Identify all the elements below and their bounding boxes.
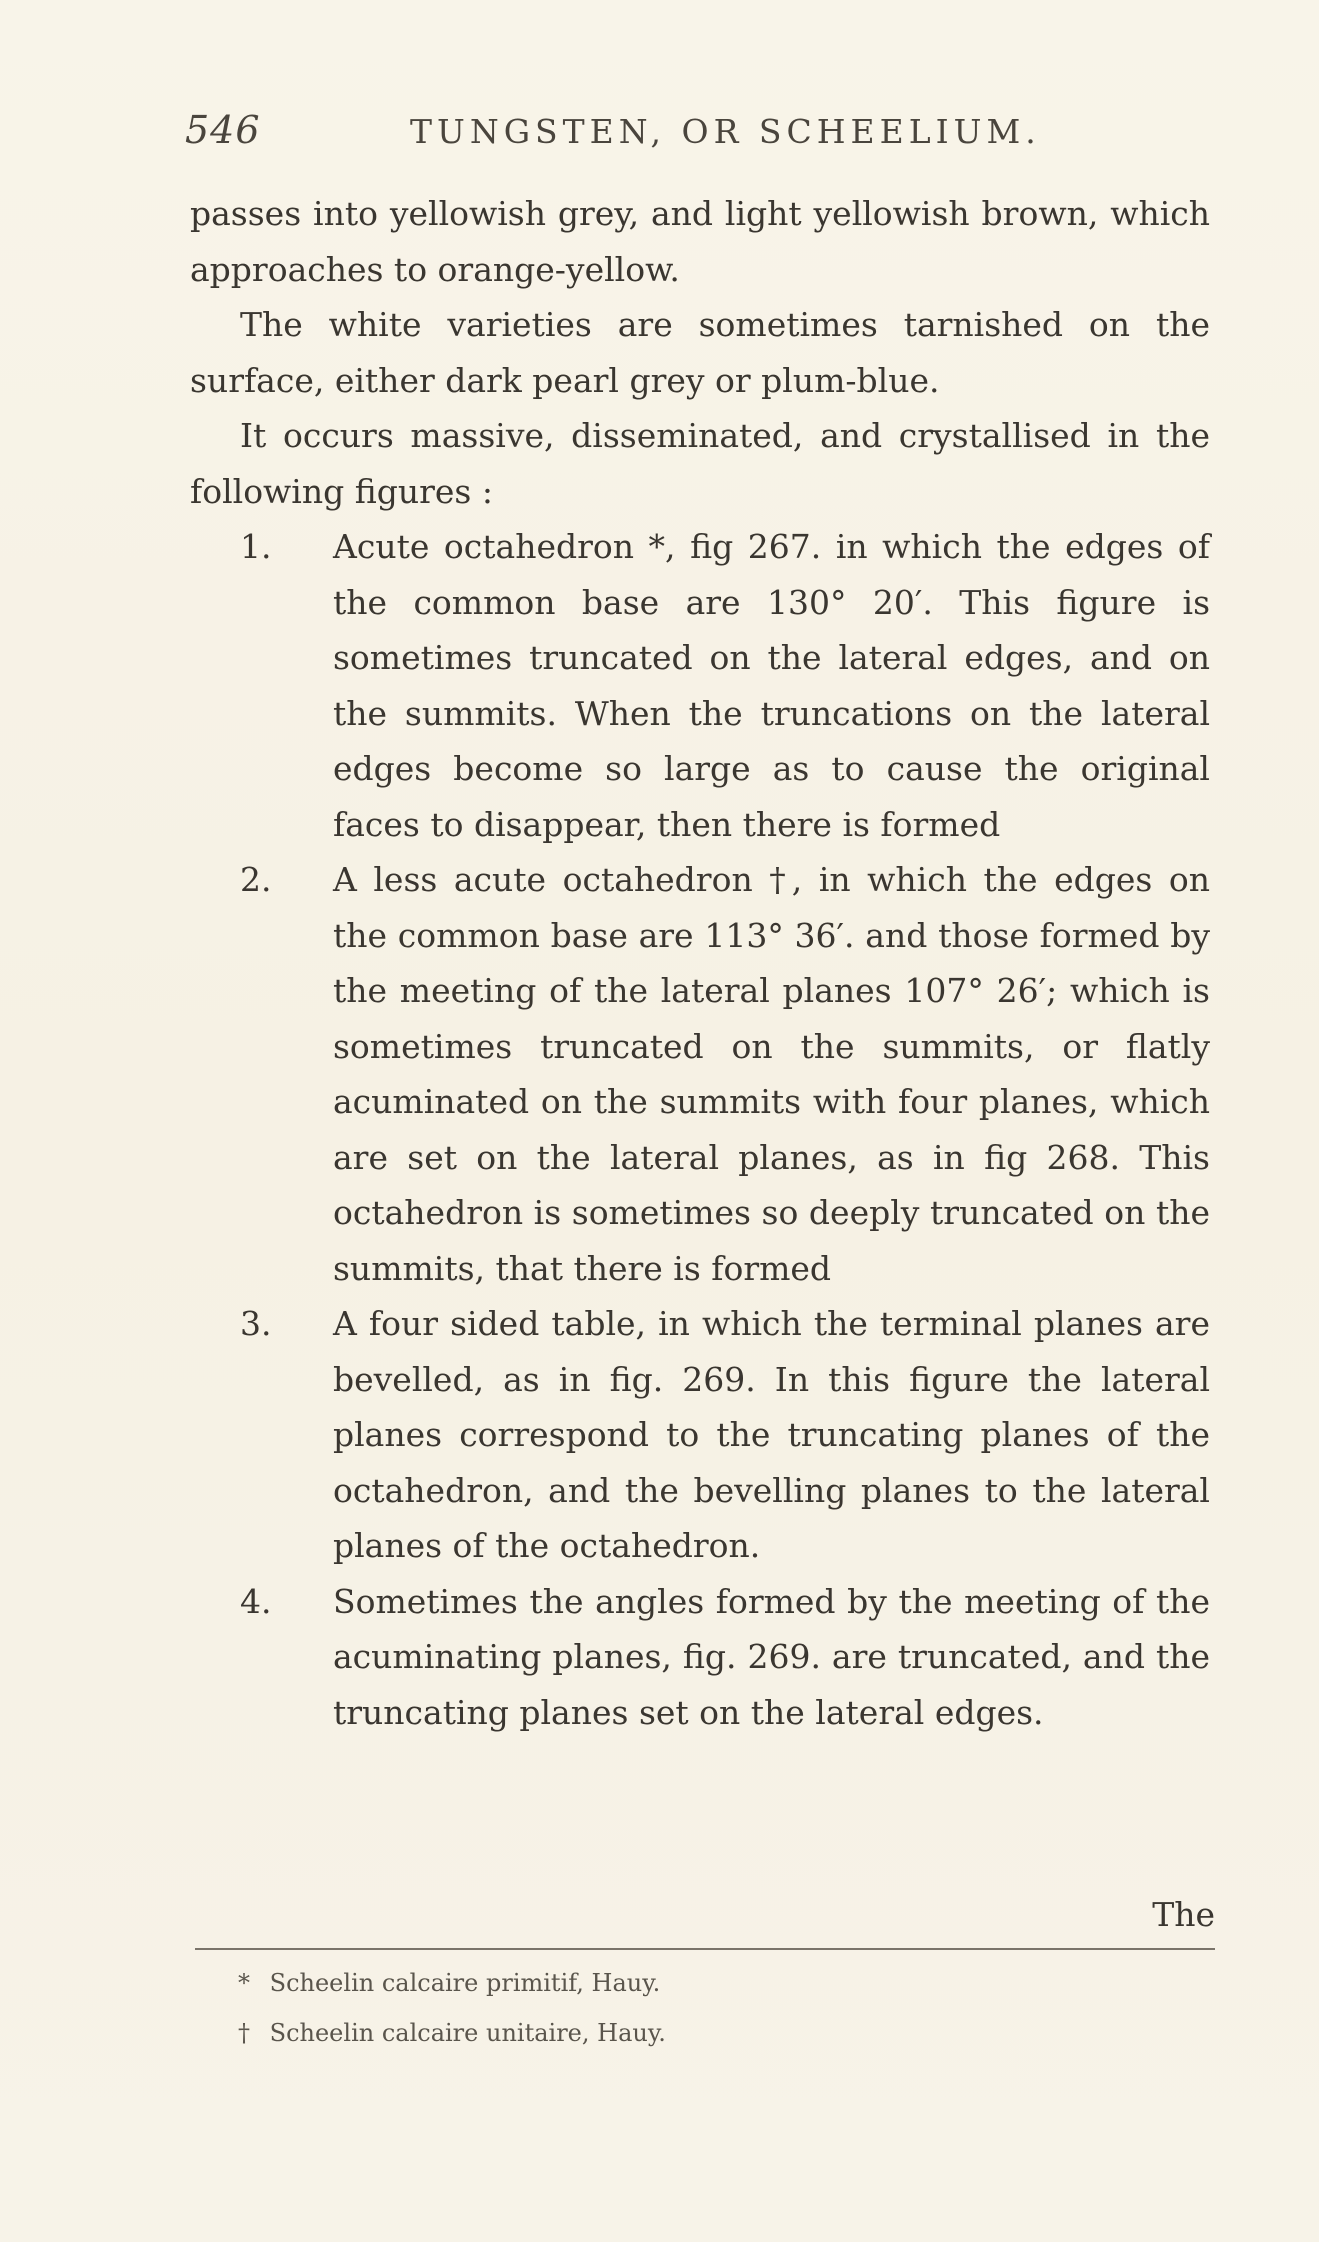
footnote-mark: † (238, 2019, 250, 2047)
footnotes (238, 1958, 666, 2058)
list-item-less-acute-octahedron (190, 852, 1210, 1296)
footnote-mark: * (238, 1969, 250, 1997)
list-item-number: 2. (240, 860, 272, 899)
page-number: 546 (185, 108, 261, 152)
paragraph-colour-continued: passes into yellowish grey, and light yellowish brown, which approaches to orange-yellow. (190, 194, 1210, 289)
list-item-text: Sometimes the angles formed by the meeting of the acuminating planes, fig. 269. are truncated, and the truncating planes set on the lateral edges. (333, 1581, 1210, 1732)
body-text (190, 186, 1210, 1740)
list-item-number: 3. (240, 1304, 272, 1343)
list-item-truncated-angles (190, 1574, 1210, 1741)
page-header (185, 108, 1245, 168)
list-item-text: A less acute octahedron †, in which the edges on the common base are 113° 36′. and those formed by the meeting of the lateral planes 107° 26′; which is sometimes truncated on the summits, or flatly acuminated on the summits with four planes, which are set on the lateral planes, as in fig 268. This octahedron is sometimes so deeply truncated on the summits, that there is formed (333, 860, 1210, 1288)
running-head: TUNGSTEN, OR SCHEELIUM. (410, 112, 1041, 151)
footnote-text: Scheelin calcaire unitaire, Hauy. (269, 2019, 666, 2047)
footnote-item (238, 2008, 666, 2058)
list-item-text: Acute octahedron *, fig 267. in which the edges of the common base are 130° 20′. This figure is sometimes truncated on the lateral edges, and on the summits. When the truncations on the lateral edges become so large as to cause the original faces to disappear, then there is formed (333, 527, 1210, 844)
list-item-acute-octahedron (190, 519, 1210, 852)
footnote-item (238, 1958, 666, 2008)
list-item-text: A four sided table, in which the terminal planes are bevelled, as in fig. 269. In this figure the lateral planes correspond to the truncating planes of the octahedron, and the bevelling planes to the lateral planes of the octahedron. (333, 1304, 1210, 1565)
list-item-number: 4. (240, 1581, 272, 1621)
paragraph-occurrence: It occurs massive, disseminated, and crystallised in the following figures : (190, 416, 1210, 511)
list-item-four-sided-table (190, 1296, 1210, 1574)
paragraph-tarnish: The white varieties are sometimes tarnished on the surface, either dark pearl grey or plum-blue. (190, 305, 1210, 400)
footnote-text: Scheelin calcaire primitif, Hauy. (269, 1969, 661, 1997)
footnote-divider (195, 1948, 1215, 1950)
list-item-number: 1. (240, 527, 272, 566)
catchword: The (1152, 1895, 1215, 1934)
